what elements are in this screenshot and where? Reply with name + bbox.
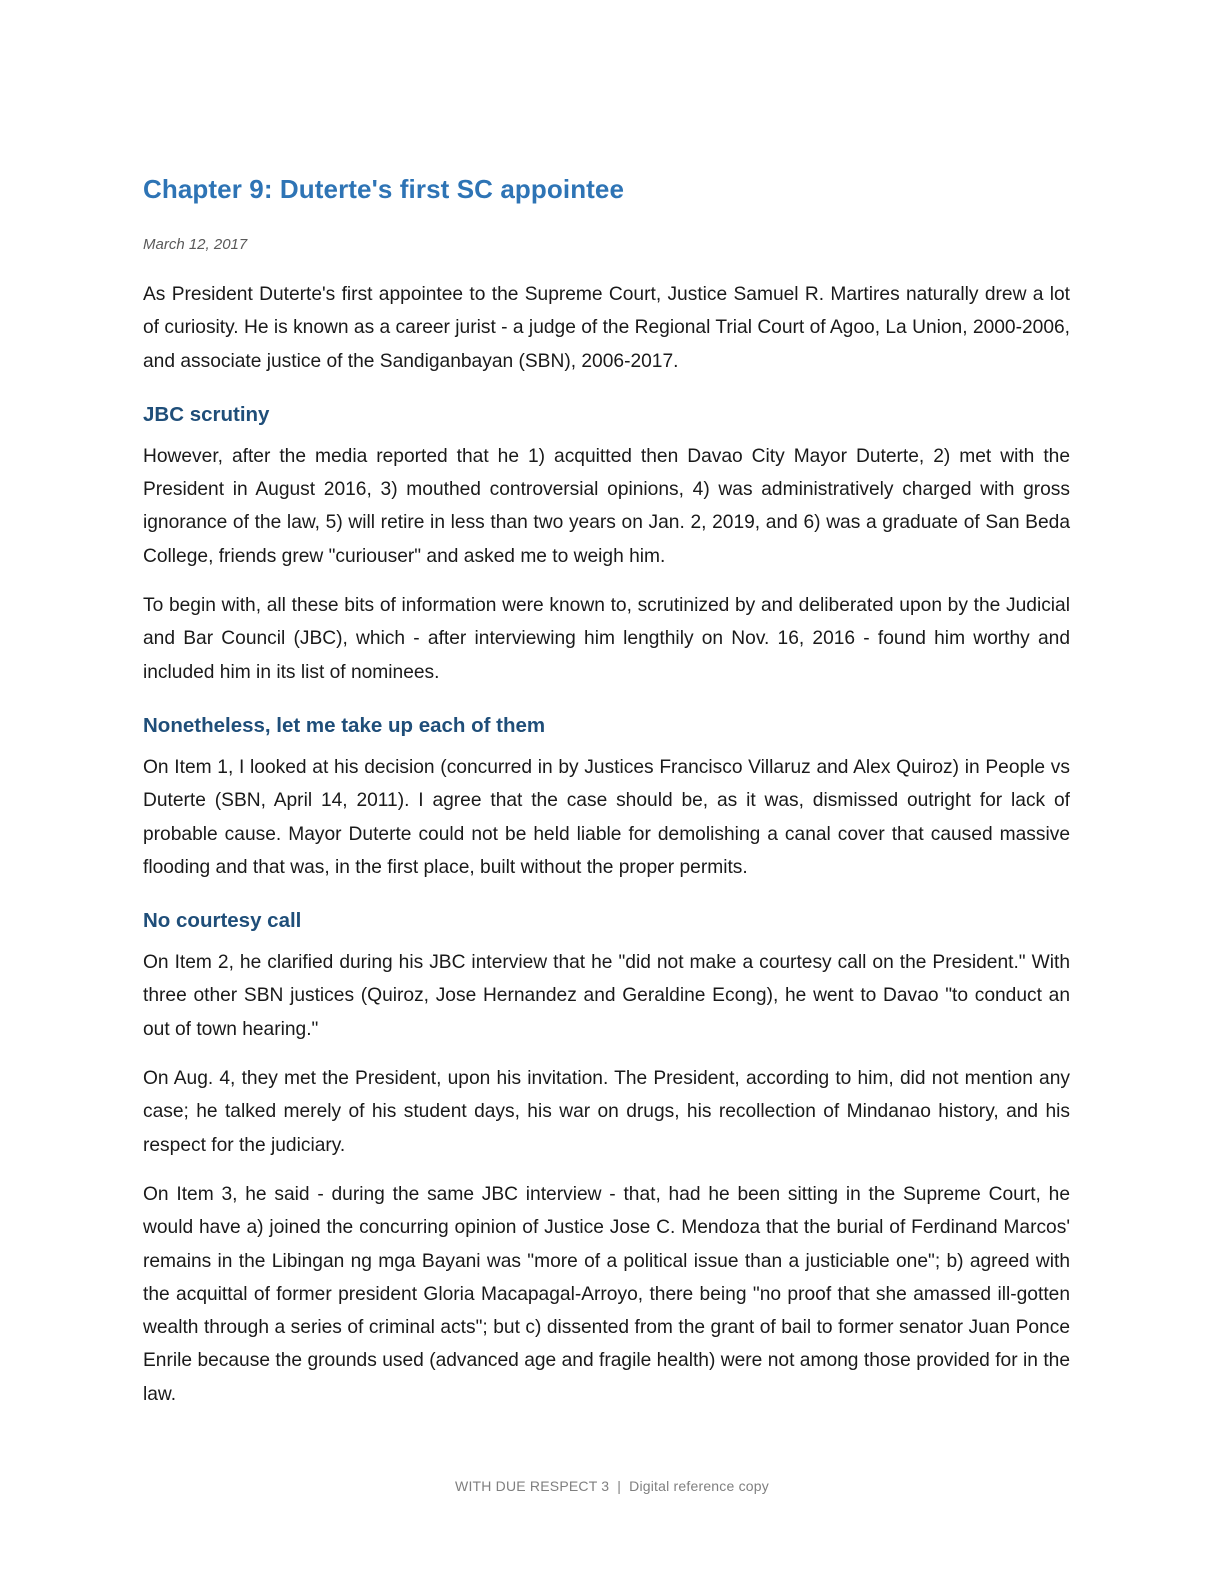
section-heading-jbc-scrutiny: JBC scrutiny [143,402,270,426]
footer-separator: | [617,1478,622,1494]
footer-note: Digital reference copy [629,1478,769,1494]
section-heading-no-courtesy-call: No courtesy call [143,909,302,933]
footer-book-title: WITH DUE RESPECT 3 [455,1478,610,1494]
paragraph: However, after the media reported that he 1) acquitted then Davao City Mayor Duterte, 2) met with the President in August 2016, 3) mouthed controversial opinions, 4) was administratively charged with gross ignorance of the law, 5) will retire in less than two years on Jan. 2, 2019, and 6) was a graduate of San Beda College, friends grew "curiouser" and asked me to weigh him. [143,445,1070,567]
document-page [143,170,1070,1427]
paragraph: To begin with, all these bits of information were known to, scrutinized by and deliberated upon by the Judicial and Bar Council (JBC), which - after interviewing him lengthily on Nov. 16, 2016 - found him worthy and included him in its list of nominees. [143,595,1070,683]
paragraph: On Aug. 4, they met the President, upon his invitation. The President, according to him, did not mention any case; he talked merely of his student days, his war on drugs, his recollection of Mindanao history, and his respect for the judiciary. [143,1068,1070,1156]
page-footer [0,1478,1224,1494]
chapter-title: Chapter 9: Duterte's first SC appointee [143,174,625,204]
publication-date: March 12, 2017 [143,236,248,253]
paragraph: On Item 2, he clarified during his JBC interview that he "did not make a courtesy call on the President." With three other SBN justices (Quiroz, Jose Hernandez and Geraldine Econg), he went to Davao "to conduct an out of town hearing." [143,952,1070,1040]
paragraph: On Item 3, he said - during the same JBC interview - that, had he been sitting in the Supreme Court, he would have a) joined the concurring opinion of Justice Jose C. Mendoza that the burial of Ferdinand Marcos' remains in the Libingan ng mga Bayani was "more of a political issue than a justiciable one"; b) agreed with the acquittal of former president Gloria Macapagal-Arroyo, there being "no proof that she amassed ill-gotten wealth through a series of criminal acts"; but c) dissented from the grant of bail to former senator Juan Ponce Enrile because the grounds used (advanced age and fragile health) were not among those provided for in the law. [143,1183,1070,1405]
paragraph: On Item 1, I looked at his decision (concurred in by Justices Francisco Villaruz and Alex Quiroz) in People vs Duterte (SBN, April 14, 2011). I agree that the case should be, as it was, dismissed outright for lack of probable cause. Mayor Duterte could not be held liable for demolishing a canal cover that caused massive flooding and that was, in the first place, built without the proper permits. [143,756,1070,878]
intro-paragraph: As President Duterte's first appointee to the Supreme Court, Justice Samuel R. Martires naturally drew a lot of curiosity. He is known as a career jurist - a judge of the Regional Trial Court of Agoo, La Union, 2000-2006, and associate justice of the Sandiganbayan (SBN), 2006-2017. [143,284,1070,372]
section-heading-nonetheless: Nonetheless, let me take up each of them [143,713,546,737]
